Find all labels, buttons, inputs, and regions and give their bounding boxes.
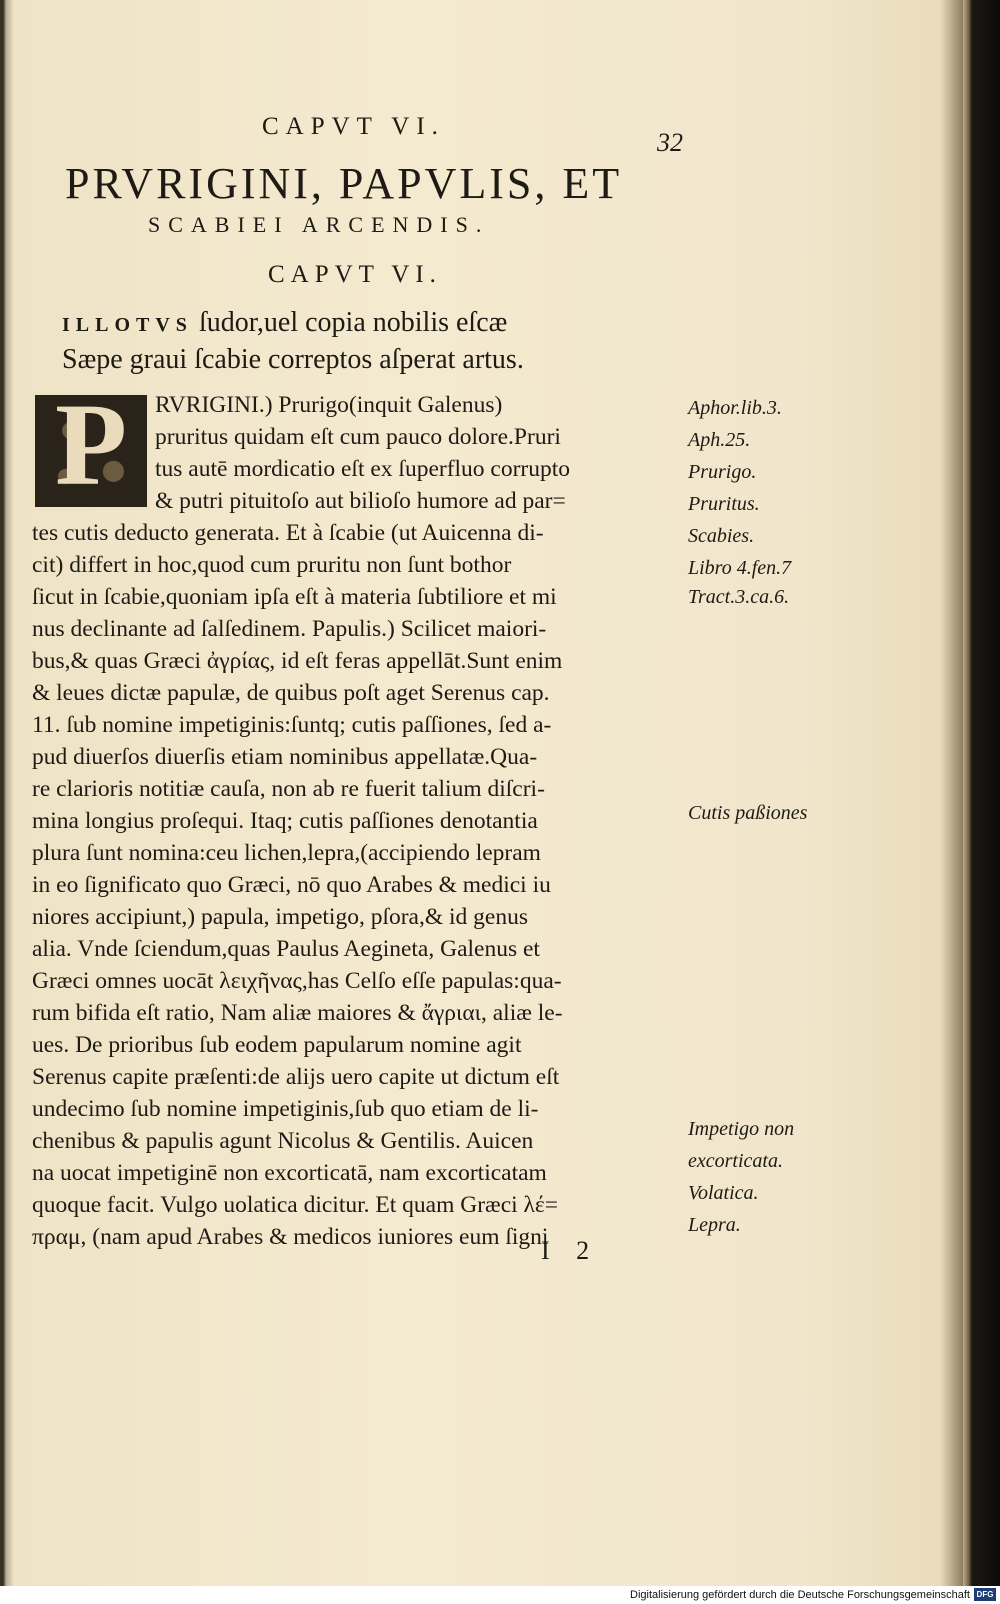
chapter-heading: CAPVT VI.: [268, 261, 442, 288]
margin-note: Prurigo.: [688, 461, 757, 483]
margin-note: Volatica.: [688, 1182, 759, 1204]
body-line: bus,& quas Græci ἀγρίας, id eſt feras appellāt.Sunt enim: [32, 648, 563, 674]
body-line: 11. ſub nomine impetiginis:ſuntq; cutis paſſiones, ſed a-: [32, 712, 552, 738]
margin-note: Impetigo non: [688, 1118, 795, 1140]
running-head: CAPVT VI.: [262, 113, 445, 140]
body-line: quoque facit. Vulgo uolatica dicitur. Et quam Græci λέ=: [32, 1192, 559, 1218]
body-line: cit) differt in hoc,quod cum pruritu non ſunt bothor: [32, 552, 512, 578]
signature-mark: I 2: [541, 1236, 600, 1265]
margin-note: Libro 4.fen.7: [688, 557, 792, 579]
margin-note: Scabies.: [688, 525, 755, 547]
margin-note: Cutis paßiones: [688, 802, 808, 824]
body-line: in eo ſignificato quo Græci, nō quo Arabes & medici iu: [32, 872, 551, 898]
page-edge: [963, 0, 1000, 1586]
body-line: πραμ, (nam apud Arabes & medicos iuniores eum ſigni: [32, 1224, 549, 1250]
body-line: Græci omnes uocāt λειχῆνας,has Celſo eſſe papulas:qua-: [32, 968, 562, 994]
body-line: pud diuerſos diuerſis etiam nominibus appellatæ.Qua-: [32, 744, 538, 770]
body-line: ues. De prioribus ſub eodem papularum nomine agit: [32, 1032, 522, 1058]
body-line: RVRIGINI.) Prurigo(inquit Galenus): [155, 392, 503, 418]
body-line: chenibus & papulis agunt Nicolus & Gentilis. Auicen: [32, 1128, 534, 1154]
chapter-title-line-1: PRVRIGINI, PAPVLIS, ET: [65, 159, 623, 208]
verse-line-2: Sæpe graui ſcabie correptos aſperat artus.: [62, 344, 524, 375]
body-line: rum bifida eſt ratio, Nam aliæ maiores & ἄγριαι, aliæ le-: [32, 1000, 563, 1026]
body-line: na uocat impetiginē non excorticatā, nam excorticatam: [32, 1160, 547, 1186]
body-line: ſicut in ſcabie,quoniam ipſa eſt à materia ſubtiliore et mi: [32, 584, 557, 610]
margin-note: Aph.25.: [688, 429, 751, 451]
verse-line-1-text: ſudor,uel copia nobilis eſcæ: [198, 307, 508, 338]
chapter-title-line-2: SCABIEI ARCENDIS.: [148, 212, 490, 237]
dfg-logo: DFG: [974, 1588, 996, 1601]
margin-note: Lepra.: [688, 1214, 741, 1236]
folio-number: 32: [657, 128, 683, 157]
body-line: tes cutis deducto generata. Et à ſcabie (ut Auicenna di-: [32, 520, 544, 546]
margin-note: Pruritus.: [688, 493, 760, 515]
body-line: plura ſunt nomina:ceu lichen,lepra,(accipiendo lepram: [32, 840, 541, 866]
body-line: re clarioris notitiæ cauſa, non ab re fuerit talium diſcri-: [32, 776, 545, 802]
body-line: & leues dictæ papulæ, de quibus poſt aget Serenus cap.: [32, 680, 550, 706]
body-line: pruritus quidam eſt cum pauco dolore.Pruri: [155, 424, 561, 450]
gutter-shadow: [0, 0, 14, 1586]
body-line: Serenus capite præſenti:de alijs uero capite ut dictum eſt: [32, 1064, 560, 1090]
ornamental-initial: [32, 392, 150, 510]
body-line: alia. Vnde ſciendum,quas Paulus Aegineta, Galenus et: [32, 936, 540, 962]
body-line: mina longius proſequi. Itaq; cutis paſſiones denotantia: [32, 808, 538, 834]
body-line: tus autē mordicatio eſt ex ſuperfluo corrupto: [155, 456, 571, 482]
verse-line-1: [62, 307, 507, 339]
margin-note: Tract.3.ca.6.: [688, 586, 790, 608]
body-line: & putri pituitoſo aut bilioſo humore ad par=: [155, 488, 566, 514]
initial-letter: P: [54, 392, 128, 510]
verse-initial-caps: ILLOTVS: [62, 314, 193, 336]
body-line: niores accipiunt,) papula, impetigo, pſora,& id genus: [32, 904, 528, 930]
body-line: undecimo ſub nomine impetiginis,ſub quo etiam de li-: [32, 1096, 539, 1122]
margin-note: excorticata.: [688, 1150, 783, 1172]
footer-credit: Digitalisierung gefördert durch die Deutsche Forschungsgemeinschaft: [630, 1589, 970, 1601]
margin-note: Aphor.lib.3.: [688, 397, 782, 419]
body-line: nus declinante ad ſalſedinem. Papulis.) Scilicet maiori-: [32, 616, 547, 642]
